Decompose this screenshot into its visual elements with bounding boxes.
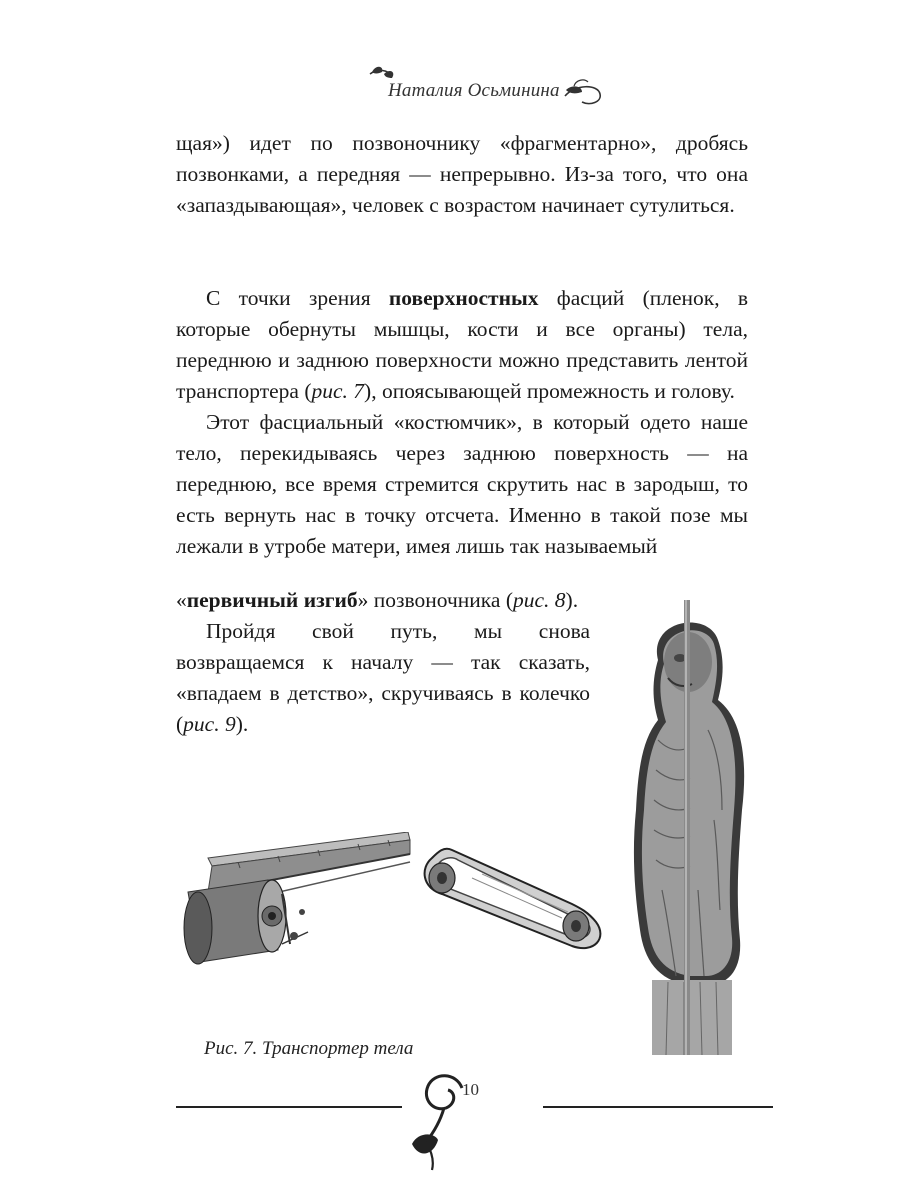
text-span: ). — [565, 588, 579, 612]
conveyor-illustration — [178, 832, 413, 982]
page-number: 10 — [462, 1080, 479, 1099]
paragraph-return-to-start — [176, 616, 590, 740]
text-span: фасций (пленок, в которые обернуты мышцы, кости и все органы) тела, переднюю и заднюю поверхности можно представить лентой транспортера ( — [176, 286, 748, 403]
book-author: Наталия Осьминина — [388, 80, 560, 101]
text-block-1 — [176, 128, 748, 221]
text-span: Пройдя свой путь, мы снова возвращаемся к началу — так сказать, «впадаем в детство», скручиваясь в колечко ( — [176, 619, 590, 736]
text-span: « — [176, 588, 187, 612]
figure-reference: рис. 7 — [311, 379, 365, 403]
text-span: позвоночника ( — [368, 588, 513, 612]
paragraph-surface-fascia — [176, 283, 748, 407]
text-span: ), опоясывающей промежность и голову. — [364, 379, 735, 403]
text-span: » — [357, 588, 369, 612]
paragraph-fascial-suit: Этот фасциальный «костюмчик», в который одето наше тело, перекидываясь через заднюю поверхность — на переднюю, все время стремится скрутить нас в зародыш, то есть вернуть нас в точку отсчета. Именно в такой позе мы лежали в утробе матери, имея лишь так называемый — [176, 410, 748, 558]
running-header — [360, 62, 610, 112]
footer-rule-right — [543, 1106, 773, 1108]
text-span: С точки зрения — [206, 286, 389, 310]
bold-term-primary-curve: первичный изгиб — [186, 588, 358, 612]
figure-reference: рис. 9 — [183, 712, 236, 736]
paragraph-primary-curve — [176, 585, 590, 616]
swirl-ornament-icon — [404, 1062, 494, 1172]
anatomy-body-illustration — [618, 600, 758, 1055]
figure-reference: рис. 8 — [513, 588, 566, 612]
footer-rule-left — [176, 1106, 402, 1108]
bold-term-surface: поверхностных — [388, 286, 539, 310]
text-block-2 — [176, 283, 748, 562]
text-span: ). — [235, 712, 249, 736]
paragraph-continuation: щая») идет по позвоночнику «фрагментарно», дробясь позвонками, а передняя — непрерывно. Из-за того, что она «запаздывающая», человек с возрастом начинает сутулиться. — [176, 131, 748, 217]
text-block-3 — [176, 585, 590, 740]
figure-caption: Рис. 7. Транспортер тела — [204, 1038, 414, 1059]
belt-pulley-illustration — [412, 838, 607, 958]
